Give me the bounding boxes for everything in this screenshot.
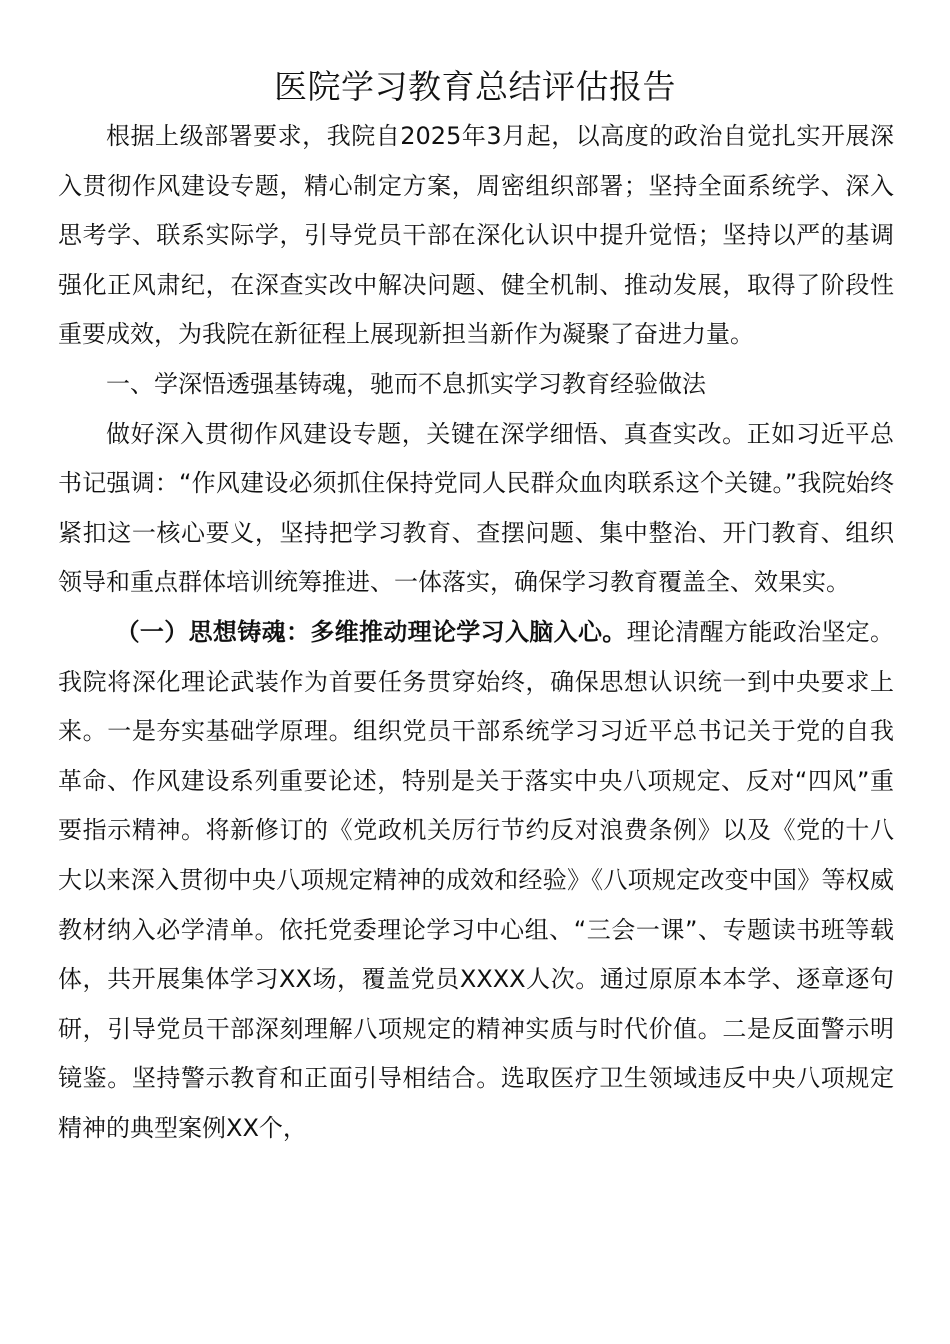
document-body <box>58 112 894 1153</box>
intro-paragraph: 根据上级部署要求，我院自2025年3月起，以高度的政治自觉扎实开展深入贯彻作风建设专题，精心制定方案，周密组织部署；坚持全面系统学、深入思考学、联系实际学，引导党员干部在深化认识中提升觉悟；坚持以严的基调强化正风肃纪，在深查实改中解决问题、健全机制、推动发展，取得了阶段性重要成效，为我院在新征程上展现新担当新作为凝聚了奋进力量。 <box>58 122 894 349</box>
subsection-paragraph <box>58 608 894 1154</box>
document-title: 医院学习教育总结评估报告 <box>274 67 676 106</box>
section-paragraph: 做好深入贯彻作风建设专题，关键在深学细悟、真查实改。正如习近平总书记强调：“作风建设必须抓住保持党同人民群众血肉联系这个关键。”我院始终紧扣这一核心要义，坚持把学习教育、查摆问题、集中整治、开门教育、组织领导和重点群体培训统筹推进、一体落实，确保学习教育覆盖全、效果实。 <box>58 419 894 597</box>
section-heading: 一、学深悟透强基铸魂，驰而不息抓实学习教育经验做法 <box>106 369 706 398</box>
subsection-heading: （一）思想铸魂：多维推动理论学习入脑入心。 <box>115 617 627 646</box>
subsection-body: 理论清醒方能政治坚定。我院将深化理论武装作为首要任务贯穿始终，确保思想认识统一到中央要求上来。一是夯实基础学原理。组织党员干部系统学习习近平总书记关于党的自我革命、作风建设系列重要论述，特别是关于落实中央八项规定、反对“四风”重要指示精神。将新修订的《党政机关厉行节约反对浪费条例》以及《党的十八大以来深入贯彻中央八项规定精神的成效和经验》《八项规定改变中国》等权威教材纳入必学清单。依托党委理论学习中心组、“三会一课”、专题读书班等载体，共开展集体学习XX场，覆盖党员XXXX人次。通过原原本本学、逐章逐句研，引导党员干部深刻理解八项规定的精神实质与时代价值。二是反面警示明镜鉴。坚持警示教育和正面引导相结合。选取医疗卫生领域违反中央八项规定精神的典型案例XX个， <box>58 617 895 1142</box>
